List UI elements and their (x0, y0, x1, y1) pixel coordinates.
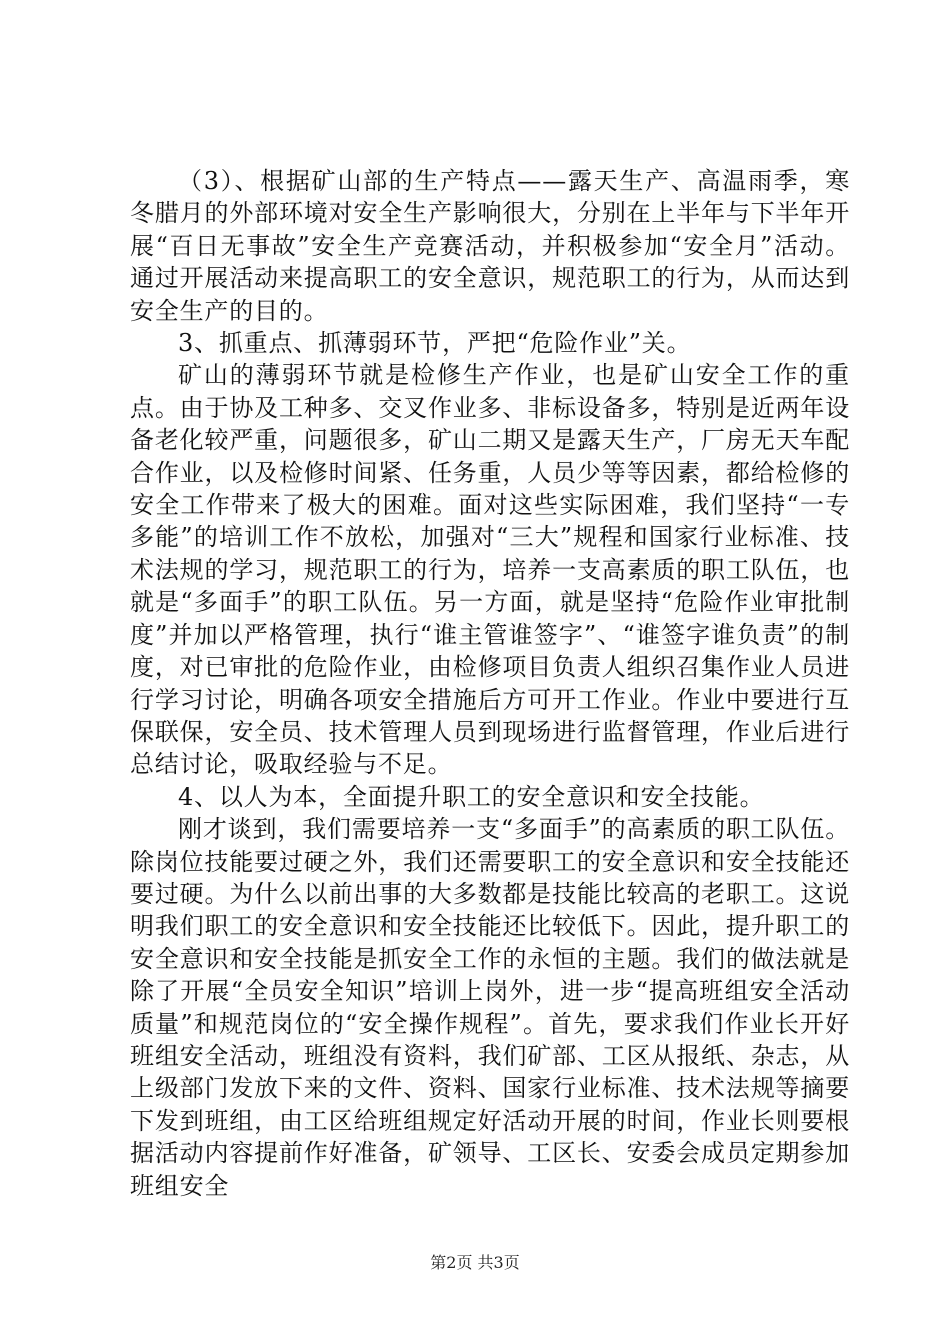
page-footer: 第2页 共3页 (430, 1253, 520, 1272)
paragraph-activities: （3）、根据矿山部的生产特点——露天生产、高温雨季，寒冬腊月的外部环境对安全生产影响很大，分别在上半年与下半年开展“百日无事故”安全生产竞赛活动，并积极参加“安全月”活动。通过开展活动来提高职工的安全意识，规范职工的行为，从而达到安全生产的目的。 (130, 167, 850, 325)
paragraph-maintenance: 矿山的薄弱环节就是检修生产作业，也是矿山安全工作的重点。由于协及工种多、交叉作业多、非标设备多，特别是近两年设备老化较严重，问题很多，矿山二期又是露天生产，厂房无天车配合作业，以及检修时间紧、任务重，人员少等等因素，都给检修的安全工作带来了极大的困难。面对这些实际困难，我们坚持“一专多能”的培训工作不放松，加强对“三大”规程和国家行业标准、技术法规的学习，规范职工的行为，培养一支高素质的职工队伍，也就是“多面手”的职工队伍。另一方面，就是坚持“危险作业审批制度”并加以严格管理，执行“谁主管谁签字”、“谁签字谁负责”的制度，对已审批的危险作业，由检修项目负责人组织召集作业人员进行学习讨论，明确各项安全措施后方可开工作业。作业中要进行互保联保，安全员、技术管理人员到现场进行监督管理，作业后进行总结讨论，吸取经验与不足。 (130, 361, 850, 779)
paragraph-safety-training: 刚才谈到，我们需要培养一支“多面手”的高素质的职工队伍。除岗位技能要过硬之外，我们还需要职工的安全意识和安全技能还要过硬。为什么以前出事的大多数都是技能比较高的老职工。这说明我们职工的安全意识和安全技能还比较低下。因此，提升职工的安全意识和安全技能是抓安全工作的永恒的主题。我们的做法就是除了开展“全员安全知识”培训上岗外，进一步“提高班组安全活动质量”和规范岗位的“安全操作规程”。首先，要求我们作业长开好班组安全活动，班组没有资料，我们矿部、工区从报纸、杂志，从上级部门发放下来的文件、资料、国家行业标准、技术法规等摘要下发到班组，由工区给班组规定好活动开展的时间，作业长则要根据活动内容提前作好准备，矿领导、工区长、安委会成员定期参加班组安全 (130, 815, 850, 1200)
heading-people-oriented: 4、以人为本，全面提升职工的安全意识和安全技能。 (178, 782, 765, 811)
heading-dangerous-work: 3、抓重点、抓薄弱环节，严把“危险作业”关。 (178, 329, 692, 358)
document-body (130, 165, 850, 1202)
